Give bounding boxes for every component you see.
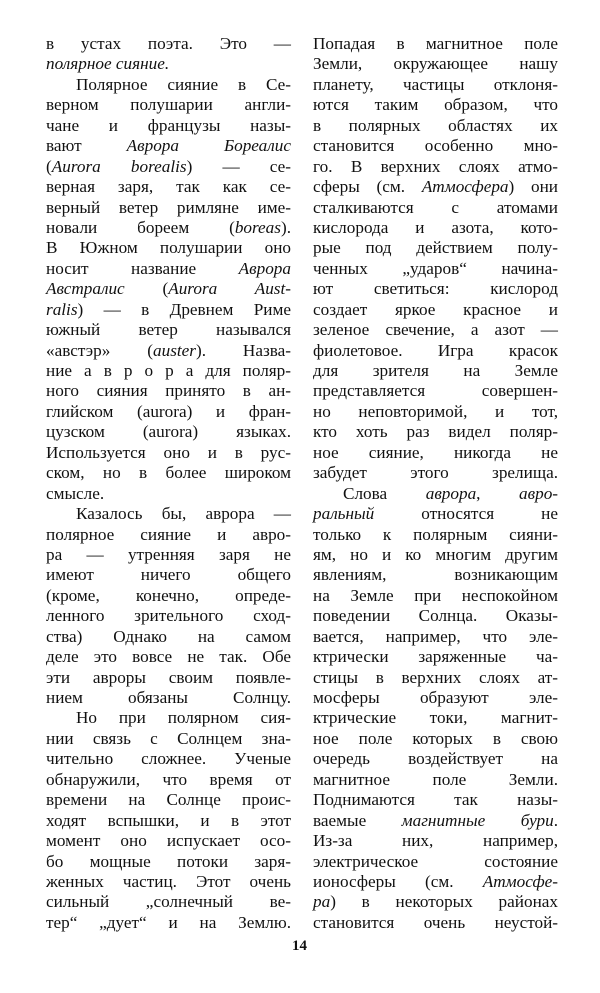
text-line: деле это вовсе не так. Обе [46,647,291,667]
text-line: (кроме, конечно, опреде- [46,585,291,605]
text-line: полярное сияние. [46,54,170,74]
text-line: стицы в верхних слоях ат- [313,667,558,687]
text-line: ходят вспышки, и в этот [46,810,291,830]
text-line: на Земле при неспокойном [313,585,558,605]
text-line: ченных „ударов“ начина- [313,258,558,278]
left-column [46,34,291,933]
text-line: тер“ „дует“ и на Землю. [46,912,291,932]
text-line: ктрически заряженные ча- [313,647,558,667]
text-line: нием обязаны Солнцу. [46,688,291,707]
text-line: времени на Солнце проис- [46,790,291,810]
text-line: в устах поэта. Это — [46,34,291,53]
text-line: момент оно испускает осо- [46,831,291,851]
text-line: ное сияние, никогда не [313,442,558,462]
text-line: планету, частицы отклоня- [313,74,558,94]
text-line: кто хоть раз видел поляр- [313,422,558,442]
text-line: глийском (aurora) и фран- [46,401,291,421]
text-line: ральный относятся не [313,504,558,524]
text-line: нии связь с Солнцем зна- [46,728,291,748]
text-line: ленного зрительного сход- [46,606,291,626]
text-line: чане и французы назы- [46,115,291,135]
text-line: обнаружили, что время от [46,769,291,789]
text-line: верный ветер римляне име- [46,197,291,217]
text-line: (Aurora borealis) — се- [46,156,292,176]
text-line: В Южном полушарии оно [46,238,291,258]
text-line: поведении Солнца. Оказы- [313,606,558,626]
text-line: Из-за них, например, [313,831,558,851]
text-line: но неповторимой, и тот, [313,401,558,421]
text-line: верном полушарии англи- [46,95,291,115]
text-line: становится очень неустой- [313,912,558,932]
right-column [313,34,558,933]
text-line: ное поле которых в свою [313,728,558,748]
text-line: сферы (см. Атмосфера) они [313,177,558,197]
text-line: женных частиц. Этот очень [46,871,291,891]
text-line: ства) Однако на самом [46,626,291,646]
text-line: ного сияния принято в ан- [46,381,291,401]
text-line: сталкиваются с атомами [313,197,558,217]
text-line: ваемые магнитные бури. [313,810,559,830]
text-line: мосферы образуют эле- [313,688,558,707]
text-line: вают Аврора Бореалис [46,136,291,156]
text-line: ионосферы (см. Атмосфе- [313,871,558,891]
text-line: рые под действием полу- [313,238,558,258]
text-line: Попадая в магнитное поле [313,34,558,53]
text-line: Поднимаются так назы- [313,790,558,810]
text-line: только к полярным сияни- [313,524,558,544]
text-line: для зрителя на Земле [313,361,558,380]
text-line: забудет этого зрелища. [313,463,558,483]
text-line: становится особенно мно- [313,136,558,156]
text-line: полярное сияние и авро- [46,524,291,544]
text-line: го. В верхних слоях атмо- [313,156,558,176]
text-line: явлениям, возникающим [313,565,558,585]
text-line: магнитное поле Земли. [313,769,558,789]
text-line: Австралис (Aurora Aust- [46,279,291,299]
text-line: верная заря, так как се- [46,177,291,197]
text-line: зеленое свечение, а азот — [313,320,558,340]
text-line: «австэр» (auster). Назва- [46,340,291,360]
text-line: Используется оно и в рус- [46,442,291,462]
text-line: представляется совершен- [313,381,558,401]
text-line: бо мощные потоки заря- [46,851,291,871]
text-line: новали бореем (boreas). [46,217,291,237]
text-line: ются таким образом, что [313,95,558,115]
text-line: электрическое состояние [313,851,558,871]
text-line: Казалось бы, аврора — [76,504,291,524]
text-line: чительно сложнее. Ученые [46,749,291,769]
text-line: ям, но и ко многим другим [313,544,558,564]
text-line: ralis) — в Древнем Риме [46,299,291,319]
text-line: Земли, окружающее нашу [313,54,558,74]
text-line: ние а в р о р а для поляр- [46,361,291,380]
text-line: носит название Аврора [46,258,291,278]
text-line: Но при полярном сия- [76,708,291,728]
text-line: цузском (aurora) языках. [46,422,291,442]
text-line: ра — утренняя заря не [46,544,291,564]
text-line: в полярных областях их [313,115,558,135]
text-line: ктрические токи, магнит- [313,708,558,728]
text-line: ют светиться: кислород [313,279,558,299]
text-line: южный ветер назывался [46,320,291,340]
text-line: кислорода и азота, кото- [313,217,558,237]
page-number: 14 [292,938,307,954]
text-line: эти авроры своим появле- [46,667,291,687]
text-line: имеют ничего общего [46,565,291,585]
text-line: Слова аврора, авро- [343,483,559,503]
text-line: фиолетовое. Игра красок [313,340,558,360]
text-line: смысле. [46,483,105,503]
text-line: вается, например, что эле- [313,626,558,646]
text-line: ском, но в более широком [46,463,291,483]
text-line: очередь воздействует на [313,749,558,769]
text-line: создает яркое красное и [313,299,558,319]
text-line: ра) в некоторых районах [313,892,558,912]
text-line: Полярное сияние в Се- [76,74,291,94]
text-line: сильный „солнечный ве- [46,892,291,912]
